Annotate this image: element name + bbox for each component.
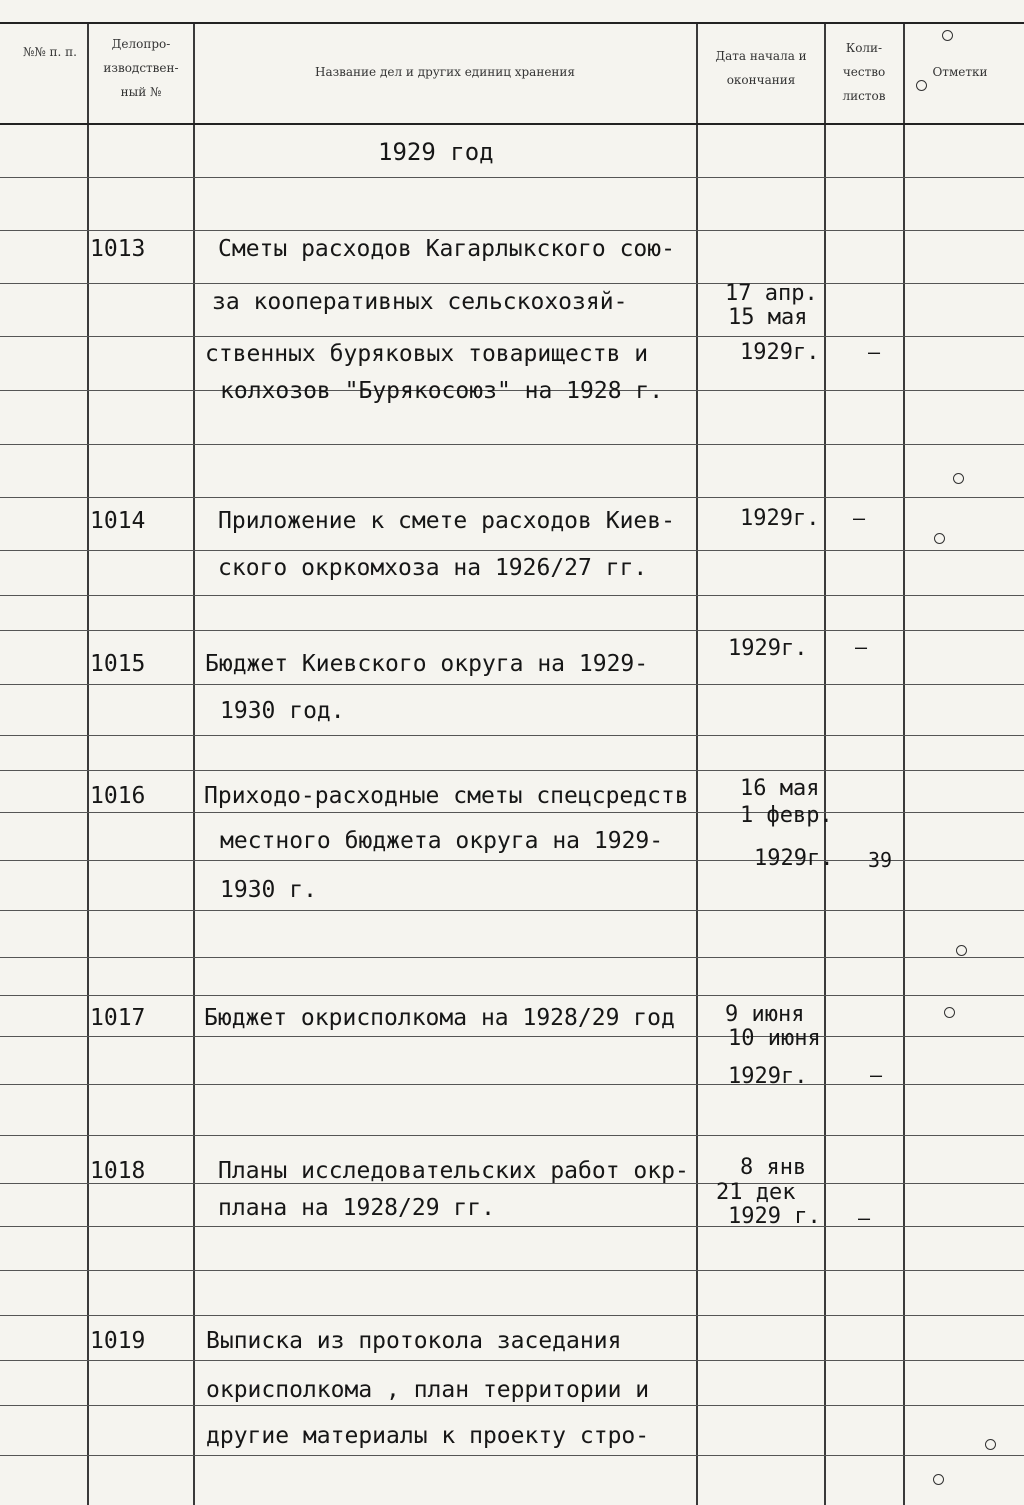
- entry-title-line: Выписка из протокола заседания: [206, 1328, 622, 1354]
- rule-h: [0, 770, 1024, 771]
- note-circle-mark: [933, 1474, 944, 1485]
- entry-date: 21 дек: [716, 1180, 796, 1205]
- year-heading: 1929 год: [378, 138, 494, 166]
- header-dates: Дата начала и окончания: [715, 49, 807, 87]
- entry-sheet-count: —: [853, 506, 866, 530]
- note-circle-mark: [985, 1439, 996, 1450]
- rule-h: [0, 497, 1024, 498]
- entry-date: 1929 г.: [728, 1204, 821, 1229]
- entry-title-line: плана на 1928/29 гг.: [218, 1195, 495, 1221]
- header-num: №№ п. п.: [23, 45, 77, 59]
- entry-title-line: Бюджет Киевского округа на 1929-: [205, 651, 649, 677]
- rule-h: [0, 735, 1024, 736]
- entry-date: 1 февр.: [740, 803, 833, 828]
- rule-h: [0, 1226, 1024, 1227]
- entry-date: 1929г.: [754, 846, 834, 871]
- entry-number: 1017: [90, 1005, 146, 1031]
- rule-h: [0, 1036, 1024, 1037]
- entry-date: 17 апр.: [725, 281, 818, 306]
- entry-title-line: 1930 год.: [220, 698, 345, 724]
- header-notes: Отметки: [932, 65, 988, 79]
- rule-h: [0, 910, 1024, 911]
- note-circle-mark: [956, 945, 967, 956]
- entry-number: 1016: [90, 783, 146, 809]
- entry-date: 15 мая: [728, 305, 808, 330]
- entry-title-line: за кооперативных сельскохозяй-: [212, 289, 628, 315]
- rule-v-2: [193, 22, 195, 1505]
- entry-title-line: местного бюджета округа на 1929-: [220, 828, 664, 854]
- entry-title-line: 1930 г.: [220, 877, 317, 903]
- entry-number: 1019: [90, 1328, 146, 1354]
- rule-h: [0, 630, 1024, 631]
- rule-h: [0, 444, 1024, 445]
- rule-v-3: [696, 22, 698, 1505]
- rule-h: [0, 550, 1024, 551]
- entry-sheet-count: —: [855, 635, 868, 659]
- rule-h: [0, 957, 1024, 958]
- entry-number: 1013: [90, 236, 146, 262]
- entry-date: 10 июня: [728, 1026, 821, 1051]
- rule-h: [0, 1270, 1024, 1271]
- entry-title-line: ственных буряковых товариществ и: [205, 341, 649, 367]
- rule-h: [0, 1405, 1024, 1406]
- entry-date: 8 янв: [740, 1155, 807, 1180]
- rule-h: [0, 177, 1024, 178]
- note-circle-mark: [916, 80, 927, 91]
- entry-sheet-count: 39: [868, 848, 893, 872]
- entry-title-line: Сметы расходов Кагарлыкского сою-: [218, 236, 675, 262]
- entry-sheet-count: —: [870, 1063, 883, 1087]
- rule-h: [0, 595, 1024, 596]
- rule-h: [0, 1455, 1024, 1456]
- note-circle-mark: [934, 533, 945, 544]
- rule-h: [0, 230, 1024, 231]
- rule-v-5: [903, 22, 905, 1505]
- rule-header-top: [0, 22, 1024, 24]
- entry-title-line: ского окркомхоза на 1926/27 гг.: [218, 555, 648, 581]
- entry-date: 1929г.: [740, 340, 820, 365]
- header-title: Название дел и других единиц хранения: [314, 65, 575, 79]
- rule-h: [0, 684, 1024, 685]
- rule-v-1: [87, 22, 89, 1505]
- entry-date: 1929г.: [740, 506, 820, 531]
- entry-date: 9 июня: [725, 1002, 805, 1027]
- entry-title-line: Приложение к смете расходов Киев-: [218, 508, 675, 534]
- rule-h: [0, 1315, 1024, 1316]
- rule-h: [0, 1360, 1024, 1361]
- rule-h: [0, 283, 1024, 284]
- entry-title-line: другие материалы к проекту стро-: [206, 1423, 650, 1449]
- rule-header-bottom: [0, 123, 1024, 125]
- rule-h: [0, 336, 1024, 337]
- note-circle-mark: [944, 1007, 955, 1018]
- entry-date: 1929г.: [728, 1064, 808, 1089]
- rule-h: [0, 812, 1024, 813]
- header-office-number: Делопро- изводствен- ный №: [103, 37, 179, 99]
- rule-v-4: [824, 22, 826, 1505]
- entry-title-line: Планы исследовательских работ окр-: [218, 1158, 689, 1184]
- rule-h: [0, 1135, 1024, 1136]
- note-circle-mark: [942, 30, 953, 41]
- entry-date: 1929г.: [728, 636, 808, 661]
- note-circle-mark: [953, 473, 964, 484]
- entry-number: 1018: [90, 1158, 146, 1184]
- entry-sheet-count: —: [858, 1206, 871, 1230]
- entry-title-line: колхозов "Бурякосоюз" на 1928 г.: [220, 378, 664, 404]
- entry-number: 1015: [90, 651, 146, 677]
- entry-date: 16 мая: [740, 776, 820, 801]
- entry-title-line: Приходо-расходные сметы спецсредств: [204, 783, 689, 809]
- entry-title-line: Бюджет окрисполкома на 1928/29 год: [204, 1005, 675, 1031]
- entry-number: 1014: [90, 508, 146, 534]
- header-count: Коли- чество листов: [842, 41, 886, 103]
- entry-title-line: окрисполкома , план территории и: [206, 1377, 650, 1403]
- rule-h: [0, 995, 1024, 996]
- entry-sheet-count: —: [868, 340, 881, 364]
